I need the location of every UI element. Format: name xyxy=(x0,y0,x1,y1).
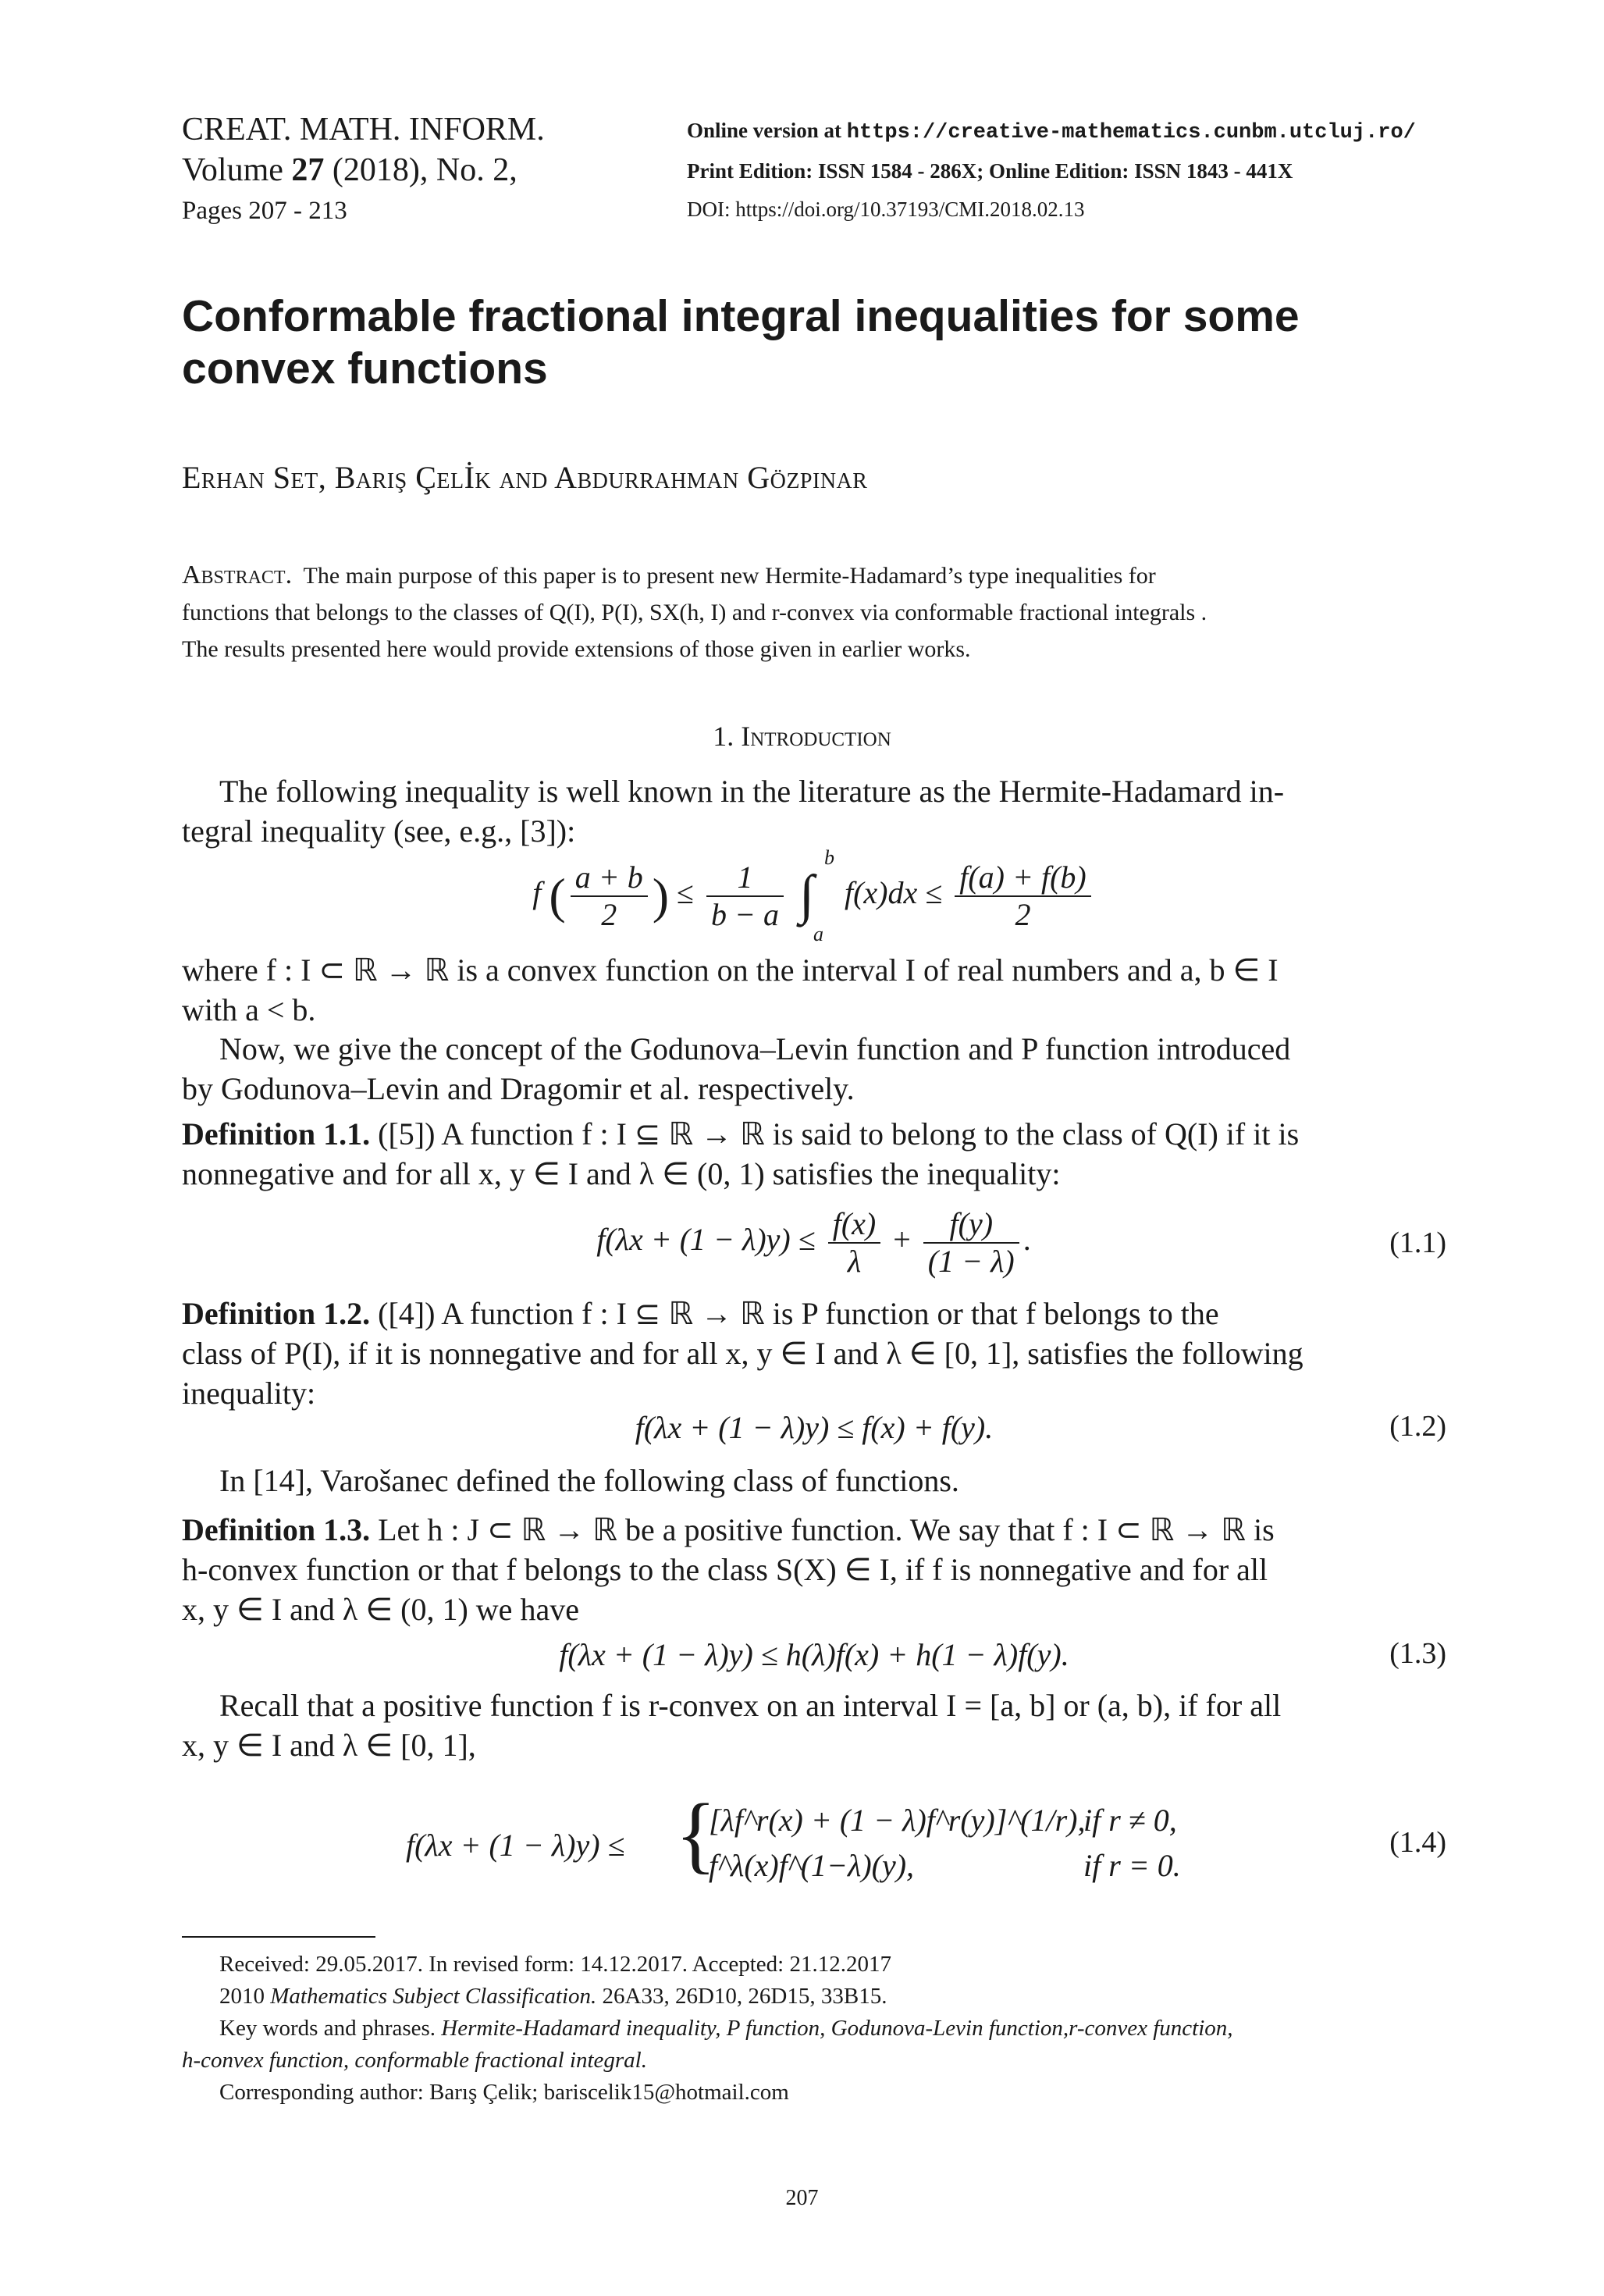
online-version: Online version at https://creative-mathematics.cunbm.utcluj.ro/ xyxy=(687,119,1416,144)
definition-1-2: Definition 1.2. ([4]) A function f : I ⊆ ℝ → ℝ is P function or that f belongs to the class of P(I), if it is nonnegative and for all x, y ∈ I and λ ∈ [0, 1], satisfies the following inequality: xyxy=(182,1296,1303,1411)
volume-number: 27 xyxy=(291,152,325,188)
paragraph: The following inequality is well known in the literature as the Hermite-Hadamard in- tegral inequality (see, e.g., [3]): xyxy=(182,774,1285,849)
paragraph: where f : I ⊂ ℝ → ℝ is a convex function on the interval I of real numbers and a, b ∈ I with a < b. xyxy=(182,952,1279,1027)
equation-hermite-hadamard: f ( $\frac{a + b}{2}$ ) ≤ $\frac{1}{b - a}$ ∫ b a f(x)dx ≤ $\frac{f(a) + f(b)}{2}$ xyxy=(182,857,1446,935)
section-heading-introduction: 1. Introduction xyxy=(713,721,891,752)
equation-number: (1.4) xyxy=(1389,1826,1446,1859)
paragraph: In [14], Varošanec defined the following class of functions. xyxy=(219,1463,959,1498)
equation-number: (1.2) xyxy=(1389,1410,1446,1443)
keywords-continued: h-convex function, conformable fractional integral. xyxy=(182,2048,647,2073)
definition-1-1: Definition 1.1. ([5]) A function f : I ⊆ ℝ → ℝ is said to belong to the class of Q(I) if it is nonnegative and for all x, y ∈ I and λ ∈ (0, 1) satisfies the inequality: xyxy=(182,1116,1300,1191)
journal-name: CREAT. MATH. INFORM. xyxy=(182,112,545,148)
paragraph: Now, we give the concept of the Godunova–Levin function and P function introduced by Godunova–Levin and Dragomir et al. respectively. xyxy=(182,1031,1291,1106)
paper-title: Conformable fractional integral inequalities for some convex functions xyxy=(182,291,1300,393)
paragraph: Recall that a positive function f is r-convex on an interval I = [a, b] or (a, b), if for all x, y ∈ I and λ ∈ [0, 1], xyxy=(182,1688,1282,1763)
definition-1-3: Definition 1.3. Let h : J ⊂ ℝ → ℝ be a positive function. We say that f : I ⊂ ℝ → ℝ is h-convex function or that f belongs to the class S(X) ∈ I, if f is nonnegative and for all x, y ∈ I and λ ∈ (0, 1) we have xyxy=(182,1512,1275,1627)
definition-label: Definition 1.2. xyxy=(182,1296,371,1331)
authors: Erhan Set, Barış Çelİk and Abdurrahman Gözpinar xyxy=(182,460,868,495)
msc-classification: 2010 Mathematics Subject Classification. 26A33, 26D10, 26D15, 33B15. xyxy=(219,1984,887,2009)
equation-number: (1.3) xyxy=(1389,1637,1446,1670)
equation-1-3: f(λx + (1 − λ)y) ≤ h(λ)f(x) + h(1 − λ)f(y). xyxy=(559,1637,1069,1672)
cases-brace: { xyxy=(675,1786,717,1881)
footnote-rule xyxy=(182,1936,375,1938)
abstract-label: Abstract. xyxy=(182,561,293,589)
integral-sign: ∫ xyxy=(798,865,815,925)
equation-1-1: f(λx + (1 − λ)y) ≤ $\frac{f(x)}{\lambda}$ + $\frac{f(y)}{(1 - \lambda)}$ . xyxy=(596,1206,1032,1279)
doi[interactable]: DOI: https://doi.org/10.37193/CMI.2018.02.13 xyxy=(687,198,1085,221)
equation-1-2: f(λx + (1 − λ)y) ≤ f(x) + f(y). xyxy=(635,1410,994,1445)
print-edition: Print Edition: ISSN 1584 - 286X; Online Edition: ISSN 1843 - 441X xyxy=(687,159,1293,183)
footnotes xyxy=(182,1949,1446,2109)
keywords: Key words and phrases. Hermite-Hadamard inequality, P function, Godunova-Levin function,r-convex function, xyxy=(219,2016,1233,2041)
page-range: Pages 207 - 213 xyxy=(182,197,347,225)
definition-label: Definition 1.3. xyxy=(182,1512,371,1547)
equation-number: (1.1) xyxy=(1389,1226,1446,1259)
online-url-link[interactable]: https://creative-mathematics.cunbm.utcluj.ro/ xyxy=(846,121,1416,144)
edition-info xyxy=(687,112,1416,229)
journal-header xyxy=(182,109,545,231)
volume-line: Volume 27 (2018), No. 2, xyxy=(182,152,517,188)
corresponding-author: Corresponding author: Barış Çelik; bariscelik15@hotmail.com xyxy=(219,2080,789,2105)
definition-label: Definition 1.1. xyxy=(182,1116,371,1152)
received-dates: Received: 29.05.2017. In revised form: 14.12.2017. Accepted: 21.12.2017 xyxy=(219,1952,891,1977)
equation-1-4: f(λx + (1 − λ)y) ≤ { [λf^r(x) + (1 − λ)f^r(y)]^(1/r), if r ≠ 0, f^λ(x)f^(1−λ)(y), if r = 0. xyxy=(406,1786,1181,1883)
abstract: Abstract. The main purpose of this paper is to present new Hermite-Hadamard’s type inequalities for functions that belongs to the classes of Q(I), P(I), SX(h, I) and r-convex via conformable fractional integrals . The results presented here would provide extensions of those given in earlier works. xyxy=(182,561,1207,662)
page-number: 207 xyxy=(785,2186,819,2210)
